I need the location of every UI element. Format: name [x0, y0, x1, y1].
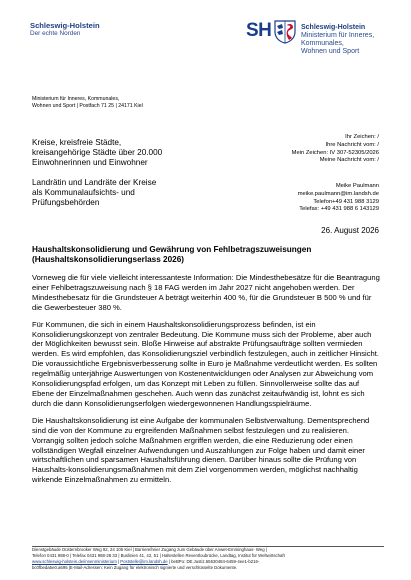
reference-block [219, 134, 379, 165]
subject-line-1: Haushaltskonsolidierung und Gewährung von Fehlbetragszuweisungen [32, 245, 312, 254]
letter-body [32, 273, 380, 492]
recipient-2-line-1: Landrätin und Landräte der Kreise [32, 178, 157, 187]
subject-line-2: (Haushaltskonsolidierungserlass 2026) [32, 255, 184, 264]
your-reference: Ihr Zeichen: / [345, 134, 379, 140]
recipient-address [32, 138, 242, 208]
sh-logo-mark: SH [246, 20, 272, 41]
letter-footer [32, 547, 392, 571]
website-link[interactable]: www.schleswig-holstein.de/innenministerium [32, 559, 117, 564]
ministry-name [301, 24, 405, 56]
footer-line-2: Telefon 0431 988-0 | Telefax 0431 988-28 33 | Buslinien 41, 42, 51 | Haltestellen Reventloubrücke, Landtag, Institut für Weltwirtschaft [32, 553, 285, 558]
sender-line-2: Wohnen und Sport | Postfach 71 25 | 24171 Kiel [32, 103, 143, 109]
body-paragraph-1: Vorneweg die für viele vielleicht interessanteste Information: Die Mindesthebesätze für die Beantragung einer Fehlbetragszuweisung nach § 18 FAG werden im Jahr 2027 nicht angehoben werden. Der Mindesthebesatz für die Grundsteuer A beträgt weiterhin 400 %, für die Grundsteuer B 500 % und für die Gewerbesteuer 380 %. [32, 273, 380, 312]
footer-line-1: Dienstgebäude Düsternbrooker Weg 92, 24 105 Kiel | Barrierefreier Zugang zum Gebäude über Anwet-Emminghaus- Weg | [32, 547, 267, 552]
body-paragraph-3: Die Haushaltskonsolidierung ist eine Aufgabe der kommunalen Selbstverwaltung. Dementsprechend sind die von der Kommune zu ergreifenden Maßnahmen selbst festzulegen und zu realisieren. Vorrangig sollten jedoch solche Maßnahmen ergriffen werden, die eine Reduzierung oder einen vollständigen Wegfall einzelner Aufwendungen und Auszahlungen zur Folge haben und damit einer wirtschaftlichen und sparsamen Haushaltsführung dienen. Darüber hinaus sollte die Prüfung von Haushalts-konsolidierungsmaßnahmen mit dem Ziel vorgenommen werden, möglichst nachhaltig wirkende Einzelmaßnahmen zu ermitteln. [32, 415, 370, 485]
contact-phone: Telefon+49 431 988 3129 [313, 198, 379, 205]
your-message-date: Ihre Nachricht vom: / [325, 141, 379, 148]
brand-logo [30, 21, 140, 38]
recipient-1-line-1: Kreise, kreisfreie Städte, [32, 138, 122, 147]
footer-bebpo: | beBPo: DE.Justiz.65530484-6459-4ee1-b216- [167, 559, 260, 564]
coat-of-arms-icon [273, 19, 297, 44]
contact-name: Meike Paulmann [335, 183, 379, 189]
recipient-2-line-2: als Kommunalaufsichts- und [32, 188, 135, 197]
contact-block [219, 183, 379, 214]
brand-title: Schleswig-Holstein [30, 21, 100, 30]
contact-email: meike.paulmann@im.landsh.de [297, 190, 379, 197]
contact-fax: Telefax: +49 431 988 6 143129 [299, 206, 379, 213]
email-link[interactable]: Poststelle@im.landsh.de [120, 559, 168, 564]
ministry-line-1: Ministerium für Inneres, [301, 32, 375, 39]
letter-subject [32, 245, 382, 265]
ministry-line-2: Kommunales, [301, 40, 344, 47]
sender-line-1: Ministerium für Inneres, Kommunales, [32, 96, 120, 102]
recipient-1-line-2: kreisangehörige Städte über 20.000 [32, 148, 163, 157]
footer-separator: | [116, 559, 121, 564]
ministry-line-3: Wohnen und Sport [301, 48, 360, 55]
brand-slogan: Der echte Norden [30, 30, 81, 37]
footer-line-4: bc0fbeda5e0.a695 |E-Mail-Adressen: Kein Zugang für elektronisch signierte und verschlüsselte Dokumente. [32, 565, 238, 570]
letter-date: 26. August 2026 [321, 226, 379, 235]
recipient-1-line-3: Einwohnerinnen und Einwohner [32, 158, 148, 167]
our-reference: Mein Zeichen: IV 307-52305/2026 [291, 149, 379, 156]
body-paragraph-2: Für Kommunen, die sich in einem Haushaltskonsolidierungsprozess befinden, ist ein Konsolidierungskonzept von zentraler Bedeutung. Die Kommune muss sich der Probleme, aber auch der Möglichkeiten bewusst sein. Bloße Hinweise auf abstrakte Prüfungsaufträge sollten vermieden werden. Es wird empfohlen, das Konsolidierungsziel verbindlich festzulegen, auch in zeitlicher Hinsicht. Die voraussichtliche Ergebnisverbesserung sollte in Euro je Maßnahme verdeutlicht werden. Es sollten regelmäßig unterjährige Auswertungen von Kostenentwicklungen oder Analysen zur Abweichung vom Konsolidierungspfad erfolgen, um das Konzept mit Leben zu füllen. Sinnvollerweise sollte das auf Ebene der Einzelmaßnahmen geschehen. Auch wenn das zunächst zeitaufwändig ist, lohnt es sich durch die dann Konsolidierungserfolgen wiedergewonnenen Handlungsspielräume. [32, 319, 379, 408]
state-name: Schleswig-Holstein [301, 24, 366, 31]
our-message-date: Meine Nachricht vom: / [319, 157, 379, 164]
recipient-2-line-3: Prüfungsbehörden [32, 198, 100, 207]
sender-address [32, 96, 252, 110]
